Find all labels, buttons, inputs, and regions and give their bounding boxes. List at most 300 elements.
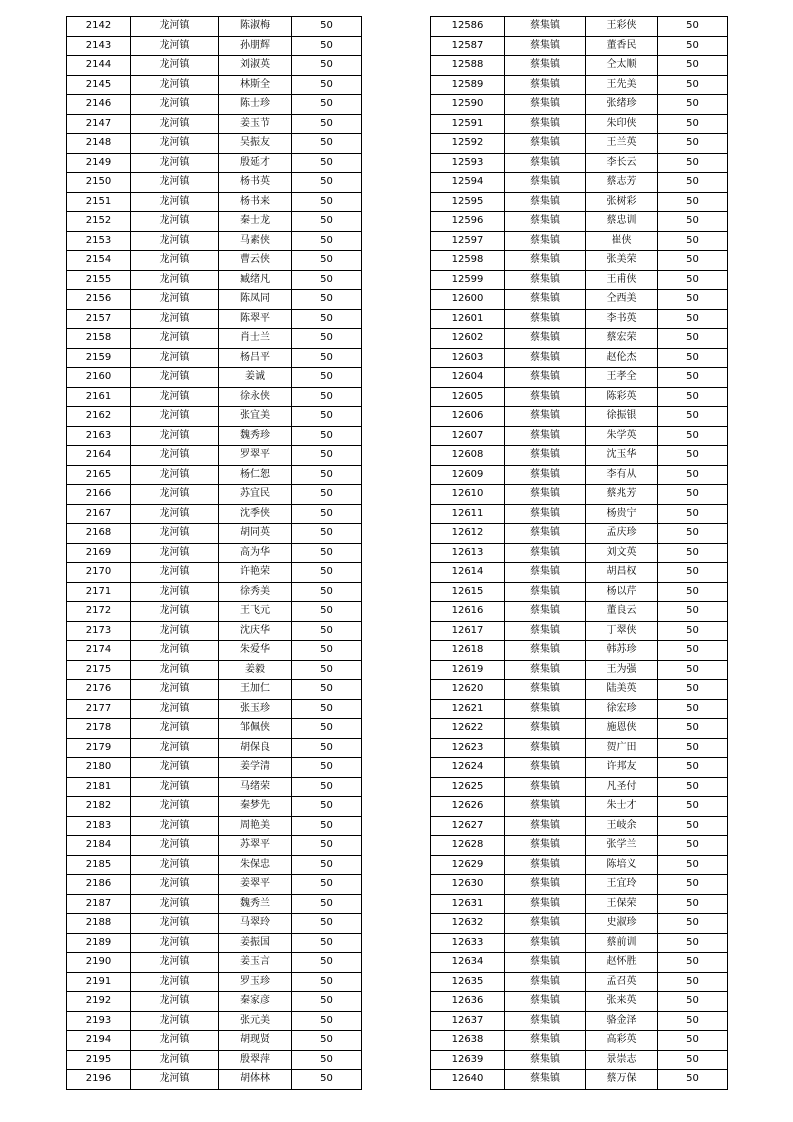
table-row: [431, 777, 728, 797]
town-cell: 龙河镇: [131, 641, 219, 661]
town-cell: 蔡集镇: [505, 1011, 586, 1031]
row-number-cell: 12602: [431, 329, 505, 349]
row-number-cell: 12617: [431, 621, 505, 641]
row-number-cell: 2191: [67, 972, 131, 992]
town-cell: 龙河镇: [131, 407, 219, 427]
town-cell: 蔡集镇: [505, 543, 586, 563]
town-cell: 龙河镇: [131, 153, 219, 173]
town-cell: 龙河镇: [131, 543, 219, 563]
name-cell: 徐秀美: [219, 582, 292, 602]
name-cell: 张宜美: [219, 407, 292, 427]
row-number-cell: 12640: [431, 1070, 505, 1090]
table-row: [67, 329, 362, 349]
table-row: [431, 251, 728, 271]
amount-cell: 50: [292, 563, 362, 583]
name-cell: 王彩侠: [586, 17, 658, 37]
name-cell: 沈玉华: [586, 446, 658, 466]
amount-cell: 50: [658, 660, 728, 680]
table-row: [431, 290, 728, 310]
name-cell: 林斯全: [219, 75, 292, 95]
row-number-cell: 2171: [67, 582, 131, 602]
amount-cell: 50: [292, 251, 362, 271]
row-number-cell: 2188: [67, 914, 131, 934]
town-cell: 龙河镇: [131, 738, 219, 758]
row-number-cell: 12619: [431, 660, 505, 680]
name-cell: 陈淑梅: [219, 17, 292, 37]
table-row: [67, 153, 362, 173]
row-number-cell: 12623: [431, 738, 505, 758]
row-number-cell: 12601: [431, 309, 505, 329]
amount-cell: 50: [658, 641, 728, 661]
table-row: [67, 485, 362, 505]
row-number-cell: 12622: [431, 719, 505, 739]
amount-cell: 50: [292, 621, 362, 641]
town-cell: 蔡集镇: [505, 563, 586, 583]
table-row: [431, 797, 728, 817]
town-cell: 龙河镇: [131, 797, 219, 817]
row-number-cell: 2154: [67, 251, 131, 271]
name-cell: 蔡忠训: [586, 212, 658, 232]
table-row: [431, 134, 728, 154]
name-cell: 王加仁: [219, 680, 292, 700]
table-row: [431, 36, 728, 56]
name-cell: 罗玉珍: [219, 972, 292, 992]
row-number-cell: 12590: [431, 95, 505, 115]
table-row: [67, 309, 362, 329]
amount-cell: 50: [292, 953, 362, 973]
table-row: [67, 797, 362, 817]
row-number-cell: 12633: [431, 933, 505, 953]
row-number-cell: 12634: [431, 953, 505, 973]
name-cell: 沈庆华: [219, 621, 292, 641]
row-number-cell: 2196: [67, 1070, 131, 1090]
name-cell: 张玉珍: [219, 699, 292, 719]
town-cell: 蔡集镇: [505, 446, 586, 466]
table-row: [431, 212, 728, 232]
table-row: [431, 621, 728, 641]
amount-cell: 50: [658, 875, 728, 895]
row-number-cell: 12599: [431, 270, 505, 290]
amount-cell: 50: [292, 875, 362, 895]
amount-cell: 50: [658, 1031, 728, 1051]
town-cell: 蔡集镇: [505, 836, 586, 856]
amount-cell: 50: [658, 95, 728, 115]
town-cell: 龙河镇: [131, 972, 219, 992]
row-number-cell: 12635: [431, 972, 505, 992]
name-cell: 陈翠平: [219, 309, 292, 329]
row-number-cell: 12616: [431, 602, 505, 622]
table-row: [67, 368, 362, 388]
row-number-cell: 12628: [431, 836, 505, 856]
town-cell: 蔡集镇: [505, 797, 586, 817]
town-cell: 蔡集镇: [505, 816, 586, 836]
town-cell: 龙河镇: [131, 777, 219, 797]
town-cell: 蔡集镇: [505, 894, 586, 914]
row-number-cell: 2149: [67, 153, 131, 173]
amount-cell: 50: [292, 75, 362, 95]
name-cell: 胡同英: [219, 524, 292, 544]
row-number-cell: 12596: [431, 212, 505, 232]
name-cell: 崔侠: [586, 231, 658, 251]
town-cell: 龙河镇: [131, 426, 219, 446]
table-row: [431, 543, 728, 563]
row-number-cell: 12621: [431, 699, 505, 719]
table-row: [67, 875, 362, 895]
amount-cell: 50: [658, 621, 728, 641]
town-cell: 龙河镇: [131, 231, 219, 251]
row-number-cell: 12614: [431, 563, 505, 583]
row-number-cell: 12598: [431, 251, 505, 271]
amount-cell: 50: [658, 290, 728, 310]
town-cell: 蔡集镇: [505, 134, 586, 154]
name-cell: 孟庆珍: [586, 524, 658, 544]
town-cell: 蔡集镇: [505, 17, 586, 37]
row-number-cell: 2177: [67, 699, 131, 719]
name-cell: 凡圣付: [586, 777, 658, 797]
amount-cell: 50: [292, 816, 362, 836]
town-cell: 蔡集镇: [505, 153, 586, 173]
amount-cell: 50: [658, 114, 728, 134]
town-cell: 蔡集镇: [505, 914, 586, 934]
amount-cell: 50: [658, 17, 728, 37]
table-row: [431, 485, 728, 505]
amount-cell: 50: [658, 699, 728, 719]
name-cell: 蔡前训: [586, 933, 658, 953]
name-cell: 刘淑英: [219, 56, 292, 76]
amount-cell: 50: [658, 719, 728, 739]
amount-cell: 50: [292, 543, 362, 563]
amount-cell: 50: [292, 290, 362, 310]
table-row: [431, 738, 728, 758]
row-number-cell: 2150: [67, 173, 131, 193]
row-number-cell: 2153: [67, 231, 131, 251]
amount-cell: 50: [658, 212, 728, 232]
name-cell: 景崇志: [586, 1050, 658, 1070]
table-row: [67, 836, 362, 856]
amount-cell: 50: [292, 758, 362, 778]
row-number-cell: 2182: [67, 797, 131, 817]
table-row: [67, 426, 362, 446]
amount-cell: 50: [658, 855, 728, 875]
row-number-cell: 12636: [431, 992, 505, 1012]
amount-cell: 50: [658, 797, 728, 817]
table-row: [67, 582, 362, 602]
row-number-cell: 12627: [431, 816, 505, 836]
town-cell: 蔡集镇: [505, 972, 586, 992]
row-number-cell: 12603: [431, 348, 505, 368]
name-cell: 姜振国: [219, 933, 292, 953]
table-row: [67, 1011, 362, 1031]
name-cell: 仝西美: [586, 290, 658, 310]
amount-cell: 50: [658, 1011, 728, 1031]
row-number-cell: 2166: [67, 485, 131, 505]
amount-cell: 50: [292, 173, 362, 193]
amount-cell: 50: [292, 387, 362, 407]
row-number-cell: 12594: [431, 173, 505, 193]
row-number-cell: 2170: [67, 563, 131, 583]
table-row: [431, 894, 728, 914]
amount-cell: 50: [658, 914, 728, 934]
amount-cell: 50: [292, 641, 362, 661]
amount-cell: 50: [658, 153, 728, 173]
table-row: [431, 680, 728, 700]
amount-cell: 50: [658, 972, 728, 992]
town-cell: 蔡集镇: [505, 680, 586, 700]
row-number-cell: 2183: [67, 816, 131, 836]
town-cell: 龙河镇: [131, 387, 219, 407]
name-cell: 陈彩英: [586, 387, 658, 407]
table-row: [431, 368, 728, 388]
name-cell: 姜毅: [219, 660, 292, 680]
amount-cell: 50: [292, 719, 362, 739]
name-cell: 胡保良: [219, 738, 292, 758]
amount-cell: 50: [292, 56, 362, 76]
name-cell: 李有从: [586, 465, 658, 485]
table-row: [431, 309, 728, 329]
table-row: [431, 972, 728, 992]
row-number-cell: 2187: [67, 894, 131, 914]
name-cell: 施恩侠: [586, 719, 658, 739]
town-cell: 蔡集镇: [505, 504, 586, 524]
row-number-cell: 12612: [431, 524, 505, 544]
name-cell: 王岐余: [586, 816, 658, 836]
row-number-cell: 2192: [67, 992, 131, 1012]
town-cell: 龙河镇: [131, 660, 219, 680]
town-cell: 蔡集镇: [505, 56, 586, 76]
amount-cell: 50: [292, 914, 362, 934]
row-number-cell: 2185: [67, 855, 131, 875]
name-cell: 陈培义: [586, 855, 658, 875]
table-row: [431, 758, 728, 778]
town-cell: 龙河镇: [131, 699, 219, 719]
name-cell: 胡昌权: [586, 563, 658, 583]
name-cell: 马翠玲: [219, 914, 292, 934]
table-row: [431, 582, 728, 602]
town-cell: 蔡集镇: [505, 212, 586, 232]
amount-cell: 50: [658, 75, 728, 95]
row-number-cell: 2163: [67, 426, 131, 446]
town-cell: 龙河镇: [131, 36, 219, 56]
name-cell: 殷延才: [219, 153, 292, 173]
table-row: [67, 641, 362, 661]
name-cell: 蔡万保: [586, 1070, 658, 1090]
table-row: [431, 602, 728, 622]
town-cell: 蔡集镇: [505, 231, 586, 251]
amount-cell: 50: [658, 465, 728, 485]
row-number-cell: 12615: [431, 582, 505, 602]
town-cell: 龙河镇: [131, 1031, 219, 1051]
amount-cell: 50: [292, 192, 362, 212]
town-cell: 龙河镇: [131, 329, 219, 349]
amount-cell: 50: [292, 972, 362, 992]
name-cell: 王甫侠: [586, 270, 658, 290]
table-row: [431, 329, 728, 349]
table-row: [431, 446, 728, 466]
amount-cell: 50: [658, 1070, 728, 1090]
name-cell: 王飞元: [219, 602, 292, 622]
name-cell: 朱学英: [586, 426, 658, 446]
amount-cell: 50: [292, 582, 362, 602]
row-number-cell: 12588: [431, 56, 505, 76]
town-cell: 蔡集镇: [505, 368, 586, 388]
row-number-cell: 2190: [67, 953, 131, 973]
table-row: [67, 933, 362, 953]
table-row: [67, 777, 362, 797]
town-cell: 龙河镇: [131, 933, 219, 953]
name-cell: 朱印侠: [586, 114, 658, 134]
row-number-cell: 12639: [431, 1050, 505, 1070]
table-row: [431, 114, 728, 134]
name-cell: 刘文英: [586, 543, 658, 563]
name-cell: 臧绪凡: [219, 270, 292, 290]
amount-cell: 50: [292, 446, 362, 466]
amount-cell: 50: [658, 894, 728, 914]
town-cell: 龙河镇: [131, 875, 219, 895]
name-cell: 姜学清: [219, 758, 292, 778]
town-cell: 龙河镇: [131, 290, 219, 310]
town-cell: 蔡集镇: [505, 992, 586, 1012]
town-cell: 龙河镇: [131, 816, 219, 836]
name-cell: 孙朋辉: [219, 36, 292, 56]
amount-cell: 50: [292, 368, 362, 388]
table-row: [431, 1050, 728, 1070]
amount-cell: 50: [658, 953, 728, 973]
row-number-cell: 2169: [67, 543, 131, 563]
town-cell: 蔡集镇: [505, 875, 586, 895]
table-row: [431, 1031, 728, 1051]
amount-cell: 50: [658, 543, 728, 563]
name-cell: 许邦友: [586, 758, 658, 778]
row-number-cell: 2151: [67, 192, 131, 212]
town-cell: 龙河镇: [131, 504, 219, 524]
table-row: [431, 1070, 728, 1090]
row-number-cell: 2161: [67, 387, 131, 407]
table-row: [67, 95, 362, 115]
row-number-cell: 2148: [67, 134, 131, 154]
table-row: [431, 719, 728, 739]
amount-cell: 50: [292, 426, 362, 446]
row-number-cell: 12625: [431, 777, 505, 797]
name-cell: 朱爱华: [219, 641, 292, 661]
row-number-cell: 2189: [67, 933, 131, 953]
table-row: [431, 699, 728, 719]
table-row: [67, 1070, 362, 1090]
row-number-cell: 2152: [67, 212, 131, 232]
name-cell: 邹佩侠: [219, 719, 292, 739]
name-cell: 孟召英: [586, 972, 658, 992]
row-number-cell: 12589: [431, 75, 505, 95]
amount-cell: 50: [658, 680, 728, 700]
town-cell: 龙河镇: [131, 17, 219, 37]
town-cell: 蔡集镇: [505, 95, 586, 115]
row-number-cell: 12613: [431, 543, 505, 563]
table-row: [431, 875, 728, 895]
table-row: [431, 95, 728, 115]
town-cell: 龙河镇: [131, 719, 219, 739]
town-cell: 龙河镇: [131, 992, 219, 1012]
name-cell: 姜玉言: [219, 953, 292, 973]
name-cell: 韩苏珍: [586, 641, 658, 661]
amount-cell: 50: [658, 485, 728, 505]
table-row: [431, 465, 728, 485]
town-cell: 蔡集镇: [505, 465, 586, 485]
town-cell: 蔡集镇: [505, 855, 586, 875]
name-cell: 王孝全: [586, 368, 658, 388]
table-row: [67, 1031, 362, 1051]
table-row: [431, 816, 728, 836]
town-cell: 龙河镇: [131, 134, 219, 154]
town-cell: 龙河镇: [131, 56, 219, 76]
table-row: [67, 17, 362, 37]
name-cell: 姜玉节: [219, 114, 292, 134]
amount-cell: 50: [292, 36, 362, 56]
table-row: [431, 348, 728, 368]
amount-cell: 50: [658, 602, 728, 622]
table-row: [431, 953, 728, 973]
table-row: [67, 36, 362, 56]
amount-cell: 50: [292, 407, 362, 427]
town-cell: 龙河镇: [131, 914, 219, 934]
town-cell: 蔡集镇: [505, 36, 586, 56]
amount-cell: 50: [292, 1031, 362, 1051]
town-cell: 蔡集镇: [505, 387, 586, 407]
row-number-cell: 12592: [431, 134, 505, 154]
town-cell: 龙河镇: [131, 368, 219, 388]
name-cell: 赵怀胜: [586, 953, 658, 973]
table-row: [431, 992, 728, 1012]
table-row: [67, 348, 362, 368]
amount-cell: 50: [658, 231, 728, 251]
table-row: [67, 290, 362, 310]
table-row: [67, 972, 362, 992]
amount-cell: 50: [292, 114, 362, 134]
town-cell: 龙河镇: [131, 855, 219, 875]
amount-cell: 50: [658, 426, 728, 446]
amount-cell: 50: [658, 816, 728, 836]
name-cell: 史淑珍: [586, 914, 658, 934]
town-cell: 龙河镇: [131, 836, 219, 856]
name-cell: 蔡志芳: [586, 173, 658, 193]
name-cell: 秦梦先: [219, 797, 292, 817]
row-number-cell: 12631: [431, 894, 505, 914]
amount-cell: 50: [292, 894, 362, 914]
town-cell: 蔡集镇: [505, 660, 586, 680]
town-cell: 龙河镇: [131, 894, 219, 914]
row-number-cell: 12595: [431, 192, 505, 212]
name-cell: 高为华: [219, 543, 292, 563]
town-cell: 龙河镇: [131, 173, 219, 193]
row-number-cell: 12629: [431, 855, 505, 875]
name-cell: 徐永侠: [219, 387, 292, 407]
name-cell: 姜诚: [219, 368, 292, 388]
town-cell: 蔡集镇: [505, 1050, 586, 1070]
table-row: [431, 153, 728, 173]
amount-cell: 50: [658, 36, 728, 56]
name-cell: 陆美英: [586, 680, 658, 700]
table-row: [431, 231, 728, 251]
table-row: [67, 231, 362, 251]
amount-cell: 50: [292, 465, 362, 485]
row-number-cell: 2160: [67, 368, 131, 388]
amount-cell: 50: [658, 758, 728, 778]
row-number-cell: 2155: [67, 270, 131, 290]
row-number-cell: 12620: [431, 680, 505, 700]
table-row: [67, 387, 362, 407]
town-cell: 蔡集镇: [505, 738, 586, 758]
town-cell: 蔡集镇: [505, 933, 586, 953]
table-row: [67, 816, 362, 836]
town-cell: 龙河镇: [131, 446, 219, 466]
